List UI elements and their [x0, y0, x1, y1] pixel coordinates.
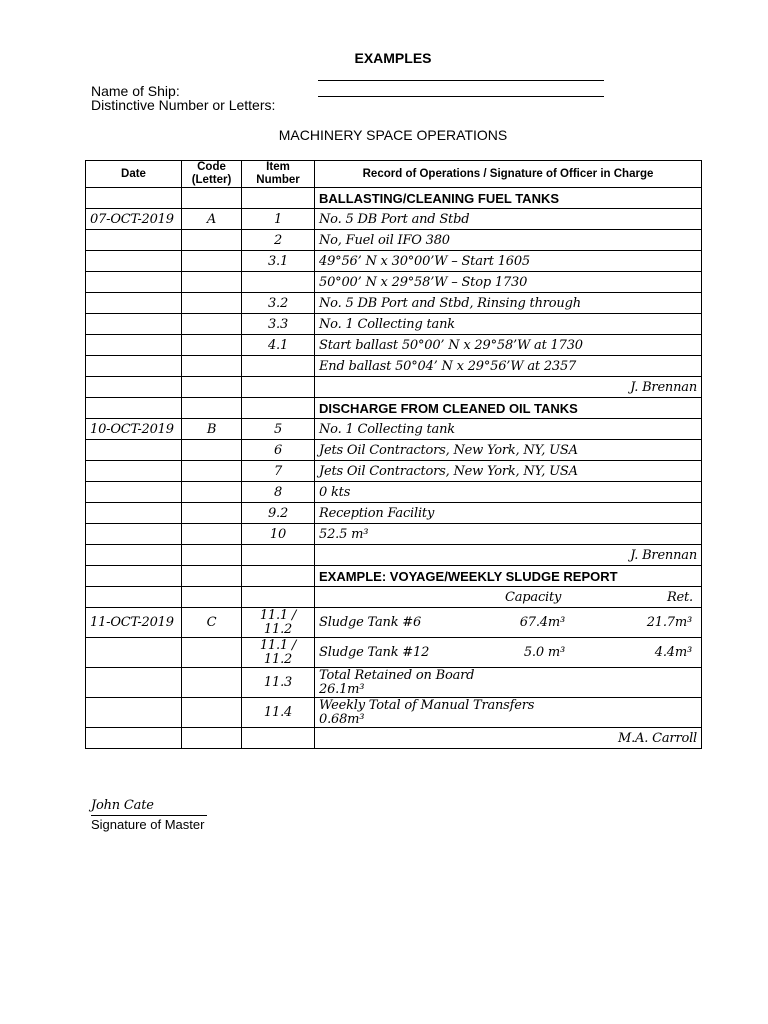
col-header-date: Date: [86, 161, 182, 188]
col-header-record: Record of Operations / Signature of Officer in Charge: [315, 161, 702, 188]
table-row: 11.1 / 11.2 Sludge Tank #12 5.0 m³ 4.4m³: [86, 638, 702, 668]
table-row: 11-OCT-2019 C 11.1 / 11.2 Sludge Tank #6 67.4m³ 21.7m³: [86, 608, 702, 638]
table-row: 8 0 kts: [86, 482, 702, 503]
officer-signature: M.A. Carroll: [315, 728, 702, 749]
table-row: 11.3 Total Retained on Board 26.1m³: [86, 668, 702, 698]
table-row: 3.2 No. 5 DB Port and Stbd, Rinsing through: [86, 293, 702, 314]
officer-signature: J. Brennan: [315, 377, 702, 398]
officer-signature-row: [86, 377, 702, 398]
table-row: 9.2 Reception Facility: [86, 503, 702, 524]
table-row: End ballast 50°04’ N x 29°56’W at 2357: [86, 356, 702, 377]
officer-signature-row: [86, 545, 702, 566]
master-signature-block: [91, 798, 207, 832]
section-heading: DISCHARGE FROM CLEANED OIL TANKS: [315, 398, 702, 419]
section-heading: EXAMPLE: VOYAGE/WEEKLY SLUDGE REPORT: [315, 566, 702, 587]
section-row: [86, 566, 702, 587]
master-signature-label: Signature of Master: [91, 817, 205, 832]
table-row: 07-OCT-2019 A 1 No. 5 DB Port and Stbd: [86, 209, 702, 230]
table-row: 50°00’ N x 29°58’W – Stop 1730: [86, 272, 702, 293]
master-signature[interactable]: John Cate: [91, 798, 207, 816]
officer-signature: J. Brennan: [315, 545, 702, 566]
sludge-subheader-row: [86, 587, 702, 608]
table-row: 7 Jets Oil Contractors, New York, NY, USA: [86, 461, 702, 482]
table-row: 2 No, Fuel oil IFO 380: [86, 230, 702, 251]
page-title: EXAMPLES: [354, 50, 432, 66]
distinctive-number-field[interactable]: [318, 96, 604, 97]
table-row: 6 Jets Oil Contractors, New York, NY, USA: [86, 440, 702, 461]
table-row: 11.4 Weekly Total of Manual Transfers 0.68m³: [86, 698, 702, 728]
table-row: 3.1 49°56’ N x 30°00’W – Start 1605: [86, 251, 702, 272]
table-header-row: [86, 161, 702, 188]
distinctive-number-label: Distinctive Number or Letters:: [91, 97, 276, 113]
ship-name-label: Name of Ship:: [91, 83, 180, 99]
table-row: 10 52.5 m³: [86, 524, 702, 545]
ret-label: Ret.: [666, 589, 693, 605]
col-header-code: Code (Letter): [182, 161, 242, 188]
table-row: 10-OCT-2019 B 5 No. 1 Collecting tank: [86, 419, 702, 440]
col-header-item: Item Number: [242, 161, 315, 188]
table-row: 3.3 No. 1 Collecting tank: [86, 314, 702, 335]
ship-name-field[interactable]: [318, 80, 604, 81]
section-row: [86, 188, 702, 209]
section-row: [86, 398, 702, 419]
section-heading: BALLASTING/CLEANING FUEL TANKS: [315, 188, 702, 209]
table-row: 4.1 Start ballast 50°00’ N x 29°58’W at 1730: [86, 335, 702, 356]
capacity-label: Capacity: [505, 589, 562, 605]
page-subtitle: MACHINERY SPACE OPERATIONS: [278, 127, 508, 143]
officer-signature-row: [86, 728, 702, 749]
operations-log-table: [85, 160, 702, 749]
